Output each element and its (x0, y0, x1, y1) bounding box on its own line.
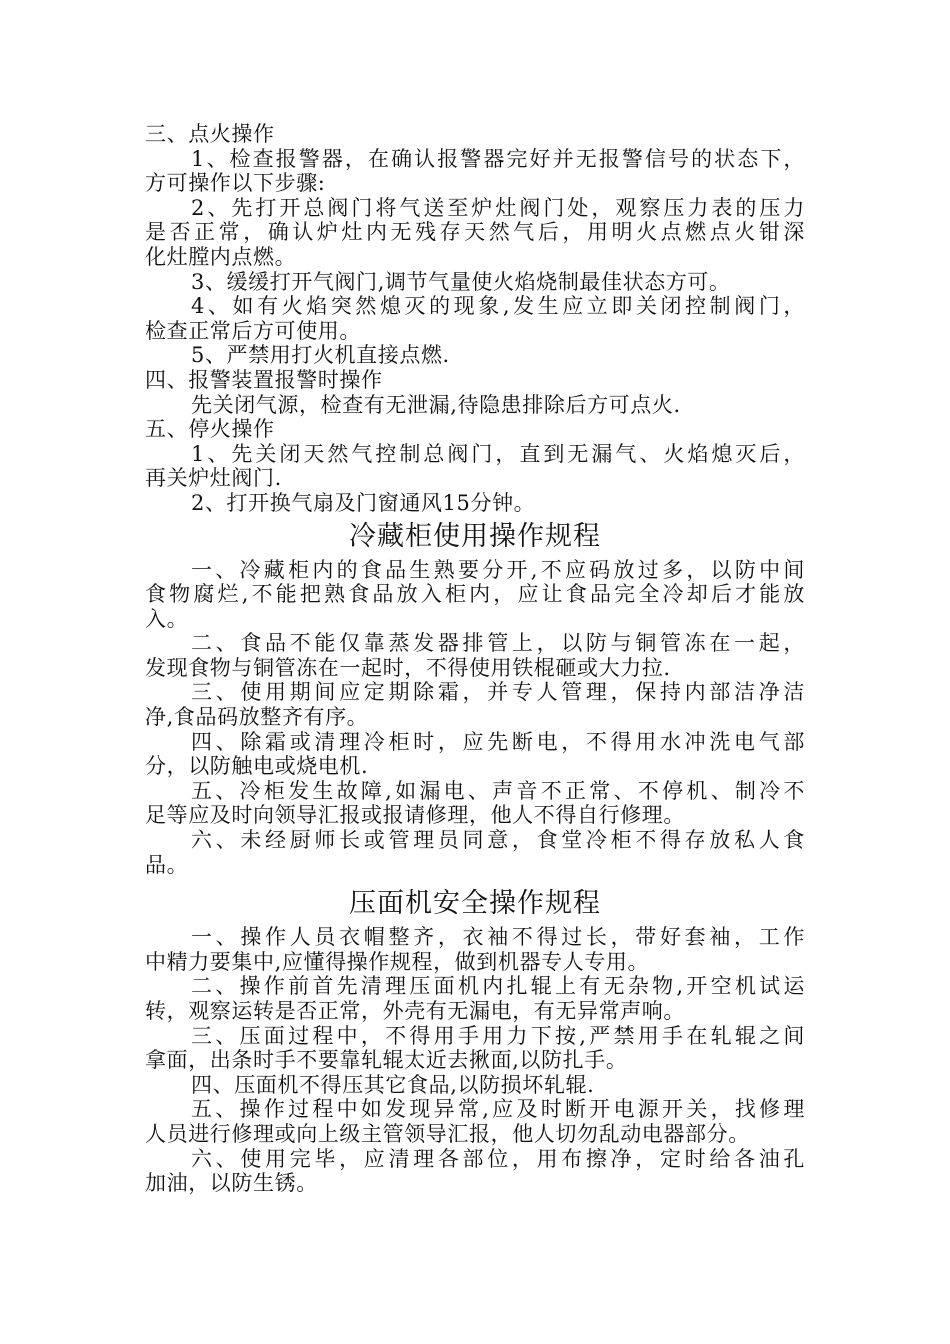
ignition-item-1-line-1: 1、检查报警器，在确认报警器完好并无报警信号的状态下， (191, 146, 805, 171)
fridge-item-1-line-3: 入。 (145, 606, 189, 631)
fridge-item-5-line-2: 足等应及时向领导汇报或报请修理，他人不得自行修理。 (145, 803, 685, 828)
ignition-item-4-line-1: 4、如有火焰突然熄灭的现象,发生应立即关闭控制阀门， (191, 294, 805, 319)
shutdown-item-1-line-2: 再关炉灶阀门. (145, 466, 282, 491)
press-item-3-line-1: 三、压面过程中，不得用手用力下按,严禁用手在轧辊之间 (191, 1023, 805, 1048)
section-title-shutdown: 五、停火操作 (145, 417, 275, 442)
fridge-item-2-line-1: 二、食品不能仅靠蒸发器排管上，以防与铜管冻在一起， (191, 631, 805, 656)
press-item-6-line-2: 加油，以防生锈。 (145, 1171, 318, 1196)
fridge-item-4-line-1: 四、除霜或清理冷柜时，应先断电，不得用水冲洗电气部 (191, 729, 805, 754)
shutdown-item-1-line-1: 1、先关闭天然气控制总阀门，直到无漏气、火焰熄灭后， (191, 441, 805, 466)
press-item-5-line-2: 人员进行修理或向上级主管领导汇报，他人切勿乱动电器部分。 (145, 1121, 750, 1146)
fridge-item-6-line-1: 六、未经厨师长或管理员同意，食堂冷柜不得存放私人食 (191, 828, 805, 853)
ignition-item-3: 3、缓缓打开气阀门,调节气量使火焰烧制最佳状态方可。 (191, 269, 731, 294)
fridge-item-1-line-1: 一、冷藏柜内的食品生熟要分开,不应码放过多，以防中间 (191, 557, 805, 582)
shutdown-item-2: 2、打开换气扇及门窗通风15分钟。 (191, 490, 536, 515)
press-item-3-line-2: 拿面，出条时手不要靠轧辊太近去揪面,以防扎手。 (145, 1048, 628, 1073)
ignition-item-2-line-3: 化灶膛内点燃。 (145, 244, 297, 269)
press-item-1-line-2: 中精力要集中,应懂得操作规程，做到机器专人专用。 (145, 949, 650, 974)
press-item-1-line-1: 一、操作人员衣帽整齐，衣袖不得过长，带好套袖，工作 (191, 925, 805, 950)
section-title-alarm: 四、报警装置报警时操作 (145, 367, 383, 392)
press-item-2-line-1: 二、操作前首先清理压面机内扎辊上有无杂物,开空机试运 (191, 974, 805, 999)
ignition-item-2-line-2: 是否正常，确认炉灶内无残存天然气后，用明火点燃点火钳深 (145, 220, 805, 245)
press-item-4: 四、压面机不得压其它食品,以防损坏轧辊. (191, 1072, 595, 1097)
fridge-item-5-line-1: 五、冷柜发生故障,如漏电、声音不正常、不停机、制冷不 (191, 778, 805, 803)
ignition-item-1-line-2: 方可操作以下步骤: (145, 171, 326, 196)
alarm-text: 先关闭气源，检查有无泄漏,待隐患排除后方可点火. (191, 392, 681, 417)
fridge-item-2-line-2: 发现食物与铜管冻在一起时，不得使用铁棍砸或大力拉. (145, 655, 671, 680)
fridge-item-1-line-2: 食物腐烂,不能把熟食品放入柜内，应让食品完全冷却后才能放 (145, 582, 805, 607)
ignition-item-5: 5、严禁用打火机直接点燃. (191, 343, 450, 368)
fridge-item-3-line-2: 净,食品码放整齐有序。 (145, 705, 369, 730)
ignition-item-4-line-2: 检查正常后方可使用。 (145, 318, 361, 343)
heading-fridge: 冷藏柜使用操作规程 (349, 520, 601, 552)
fridge-item-3-line-1: 三、使用期间应定期除霜，并专人管理，保持内部洁净洁 (191, 680, 805, 705)
press-item-5-line-1: 五、操作过程中如发现异常,应及时断开电源开关，找修理 (191, 1097, 805, 1122)
ignition-item-2-line-1: 2、先打开总阀门将气送至炉灶阀门处，观察压力表的压力 (191, 195, 805, 220)
heading-noodle-press: 压面机安全操作规程 (349, 888, 601, 920)
press-item-2-line-2: 转，观察运转是否正常，外壳有无漏电，有无异常声响。 (145, 999, 685, 1023)
fridge-item-4-line-2: 分，以防触电或烧电机. (145, 754, 369, 779)
press-item-6-line-1: 六、使用完毕，应清理各部位，用布擦净，定时给各油孔 (191, 1146, 805, 1171)
section-title-ignition: 三、点火操作 (145, 122, 275, 146)
fridge-item-6-line-2: 品。 (145, 852, 189, 877)
document-page (145, 122, 805, 1196)
